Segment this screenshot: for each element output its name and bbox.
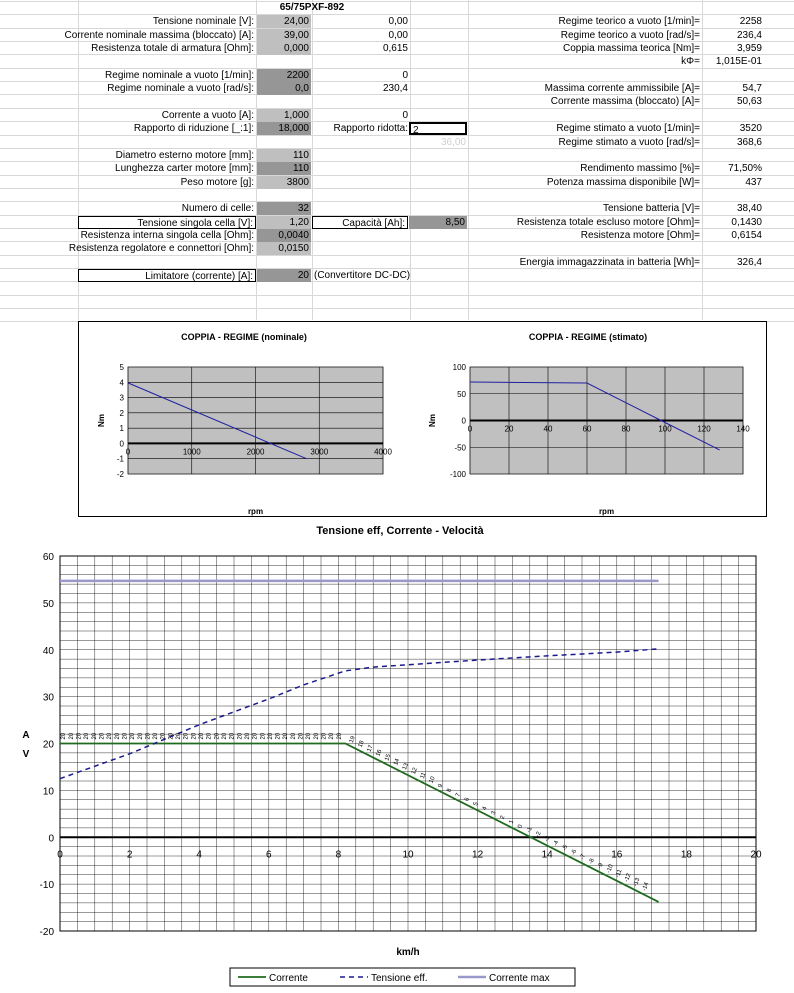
result-label: Resistenza totale escluso motore [Ohm]= <box>516 216 700 228</box>
point-label: 4 <box>481 805 489 812</box>
param-label: Regime nominale a vuoto [rad/s]: <box>107 83 254 95</box>
result-label: Potenza massima disponibile [W]= <box>546 176 700 188</box>
y-tick-label: 0 <box>461 416 466 426</box>
param-computed: 0 <box>402 69 408 81</box>
param-label: Resistenza totale di armatura [Ohm]: <box>91 43 254 55</box>
result-value: 437 <box>745 176 762 188</box>
point-label: 20 <box>260 732 267 740</box>
point-label: 20 <box>176 732 183 740</box>
result-label: kΦ= <box>681 56 700 68</box>
point-label: -12 <box>623 872 633 883</box>
result-label: Corrente massima (bloccato) [A]= <box>550 96 700 108</box>
point-label: 20 <box>61 732 68 740</box>
gridline <box>0 295 794 296</box>
chart-coppia-stimato <box>410 322 766 516</box>
x-tick-label: 6 <box>266 849 272 861</box>
y-axis-label: Nm <box>428 414 437 427</box>
y-tick-label: -100 <box>449 470 466 479</box>
point-label: 1 <box>508 819 516 825</box>
point-label: -2 <box>535 831 543 839</box>
y-tick-label: -20 <box>39 927 54 938</box>
point-label: 20 <box>275 732 282 740</box>
x-tick-label: 80 <box>621 424 631 434</box>
result-label: Regime teorico a vuoto [1/min]= <box>558 16 700 28</box>
point-label: 11 <box>419 771 428 780</box>
point-label: 7 <box>455 792 463 798</box>
x-tick-label: 1000 <box>182 447 201 457</box>
param-note: (Convertitore DC-DC) <box>314 270 411 281</box>
point-label: 14 <box>393 757 402 767</box>
point-label: 16 <box>375 748 384 758</box>
param-value-input[interactable]: 24,00 <box>257 15 311 28</box>
param-computed: 230,4 <box>382 83 408 95</box>
result-value: 1,015E-01 <box>715 56 762 68</box>
param-label: Peso motore [g]: <box>180 176 254 188</box>
chart-title: COPPIA - REGIME (nominale) <box>181 332 307 342</box>
ghost-value: 36,00 <box>440 136 466 148</box>
param-label: Lunghezza carter motore [mm]: <box>115 163 254 175</box>
result-label: Massima corrente ammissibile [A]= <box>544 83 700 95</box>
point-label: 20 <box>122 732 129 740</box>
result-label: Regime teorico a vuoto [rad/s]= <box>560 29 700 41</box>
param-label: Corrente nominale massima (bloccato) [A]: <box>64 29 254 41</box>
param-value-input[interactable]: 1,20 <box>257 216 311 229</box>
spreadsheet <box>0 0 794 320</box>
point-label: 8 <box>446 788 454 794</box>
result-value: 236,4 <box>736 29 762 41</box>
x-tick-label: 0 <box>125 447 131 457</box>
point-label: 20 <box>298 732 305 740</box>
y-tick-label: 10 <box>42 786 54 798</box>
param-label: Corrente a vuoto [A]: <box>161 109 254 121</box>
point-label: 20 <box>229 732 236 740</box>
result-value: 326,4 <box>736 256 762 268</box>
y-tick-label: 40 <box>42 645 54 657</box>
x-axis-label: km/h <box>396 947 420 958</box>
x-tick-label: 3000 <box>310 447 329 457</box>
x-tick-label: 16 <box>611 849 623 861</box>
x-axis-label: rpm <box>598 507 615 516</box>
result-label: Tensione batteria [V]= <box>602 203 700 215</box>
y-tick-label: -2 <box>116 470 124 479</box>
point-label: 20 <box>283 732 290 740</box>
point-label: 20 <box>114 732 121 740</box>
point-label: 0 <box>517 823 525 830</box>
point-label: 20 <box>160 732 167 740</box>
legend-label: Corrente <box>269 973 308 984</box>
point-label: 20 <box>244 732 251 740</box>
result-label: Rendimento massimo [%]= <box>580 163 700 175</box>
point-label: 20 <box>329 732 336 740</box>
point-label: 20 <box>99 732 106 740</box>
point-label: 9 <box>437 783 445 789</box>
x-tick-label: 2000 <box>246 447 265 457</box>
x-tick-label: 8 <box>335 849 342 861</box>
y-tick-label: 100 <box>452 363 466 372</box>
point-label: -7 <box>579 853 588 861</box>
param-value-input[interactable]: 110 <box>257 162 311 175</box>
point-label: 20 <box>91 732 98 740</box>
param-label: Numero di celle: <box>181 203 254 215</box>
y-axis-label: Nm <box>97 414 106 427</box>
x-tick-label: 100 <box>658 424 672 434</box>
point-label: -10 <box>606 863 615 875</box>
param-value-input[interactable]: 0,000 <box>257 42 311 55</box>
y-tick-label: 2 <box>119 408 124 418</box>
point-label: 20 <box>221 732 228 740</box>
x-tick-label: 140 <box>736 424 750 434</box>
param-label: Resistenza regolatore e connettori [Ohm]: <box>68 243 254 255</box>
point-label: 20 <box>313 732 320 740</box>
point-label: -3 <box>544 835 552 843</box>
point-label: 18 <box>357 739 366 749</box>
param-computed: 0,00 <box>388 29 408 41</box>
point-label: 20 <box>214 732 221 740</box>
point-label: 20 <box>84 732 91 740</box>
param-value-input[interactable]: 20 <box>257 269 311 282</box>
result-label: Energia immagazzinata in batteria [Wh]= <box>519 256 700 268</box>
y-tick-label: 60 <box>42 552 54 563</box>
y-tick-label: 1 <box>119 424 124 434</box>
x-tick-label: 40 <box>543 424 553 434</box>
result-label: Resistenza motore [Ohm]= <box>580 229 700 241</box>
y-tick-label: 0 <box>48 833 54 845</box>
x-tick-label: 20 <box>504 424 514 434</box>
legend-label: Tensione eff. <box>371 973 428 984</box>
x-axis-label: rpm <box>247 507 264 516</box>
result-label: Coppia massima teorica [Nm]= <box>563 43 700 55</box>
chart-tensione-corrente <box>0 520 794 990</box>
result-value: 0,1430 <box>731 216 762 228</box>
point-label: 20 <box>206 732 213 740</box>
param-value-input[interactable]: 0,0040 <box>257 229 311 242</box>
param-value-input[interactable]: 3800 <box>257 176 311 189</box>
x-tick-label: 14 <box>541 849 553 861</box>
param-label: Resistenza interna singola cella [Ohm]: <box>80 229 254 241</box>
param-value-input[interactable]: 1,000 <box>257 109 311 122</box>
point-label: 20 <box>183 732 190 740</box>
y-tick-label: 3 <box>119 393 124 403</box>
point-label: 5 <box>473 801 480 807</box>
point-label: 20 <box>306 732 313 740</box>
result-value: 38,40 <box>736 203 762 215</box>
param-value-input[interactable]: 32 <box>257 202 311 215</box>
point-label: 12 <box>410 766 419 776</box>
y-tick-label: 4 <box>119 378 124 388</box>
point-label: -14 <box>641 881 651 892</box>
x-tick-label: 20 <box>750 849 762 861</box>
result-label: Regime stimato a vuoto [1/min]= <box>556 123 700 135</box>
chart-coppia-nominale <box>79 322 409 516</box>
param-computed: 0,615 <box>382 43 408 55</box>
point-label: 20 <box>168 732 175 740</box>
point-label: -13 <box>632 877 642 888</box>
param-value-input[interactable]: 110 <box>257 149 311 162</box>
point-label: 20 <box>237 732 244 740</box>
point-label: 2 <box>499 814 507 821</box>
point-label: 20 <box>107 732 114 740</box>
y-tick-label: -50 <box>454 443 466 453</box>
point-label: -6 <box>570 848 579 857</box>
point-label: 3 <box>490 810 498 816</box>
sheet-header: 65/75PXF-892 <box>279 2 345 13</box>
param-label: Limitatore (corrente) [A]: <box>78 269 256 282</box>
result-value: 3520 <box>739 123 762 135</box>
y-tick-label: 20 <box>42 739 54 751</box>
point-label: 20 <box>76 732 83 740</box>
y-tick-label: 50 <box>457 389 466 399</box>
point-label: -5 <box>561 844 570 852</box>
gridline <box>468 0 469 320</box>
chart-title: COPPIA - REGIME (stimato) <box>528 332 648 342</box>
point-label: 20 <box>336 732 343 740</box>
point-label: 20 <box>252 732 259 740</box>
point-label: 20 <box>68 732 75 740</box>
param-label: Tensione nominale [V]: <box>152 16 254 28</box>
x-tick-label: 2 <box>126 849 133 861</box>
point-label: -9 <box>597 862 605 870</box>
result-value: 368,6 <box>736 136 762 148</box>
x-tick-label: 4000 <box>374 447 392 457</box>
param-label: Tensione singola cella [V]: <box>78 216 256 229</box>
chart-title: Tensione eff, Corrente - Velocità <box>316 525 484 537</box>
point-label: 20 <box>153 732 160 740</box>
x-tick-label: 120 <box>697 424 711 434</box>
param-label: Regime nominale a vuoto [1/min]: <box>105 69 254 81</box>
point-label: -11 <box>615 868 624 879</box>
x-tick-label: 4 <box>196 849 202 861</box>
y-axis-label: A <box>22 730 30 742</box>
capacita-input[interactable]: 8,50 <box>409 216 467 229</box>
y-tick-label: 0 <box>119 439 124 449</box>
result-value: 54,7 <box>742 83 762 95</box>
param-computed: 0 <box>402 109 408 121</box>
point-label: -1 <box>526 826 534 834</box>
y-tick-label: 30 <box>42 692 54 704</box>
point-label: -4 <box>552 839 561 848</box>
y-tick-label: -10 <box>39 880 54 892</box>
x-tick-label: 60 <box>582 424 592 434</box>
param-label: Diametro esterno motore [mm]: <box>115 149 254 161</box>
param-value-input[interactable]: 39,00 <box>257 29 311 42</box>
y-tick-label: 50 <box>42 598 54 610</box>
legend-label: Corrente max <box>489 973 550 984</box>
y-axis-label: V <box>22 748 30 760</box>
point-label: 20 <box>199 732 206 740</box>
x-tick-label: 10 <box>402 849 414 861</box>
y-tick-label: 5 <box>119 363 124 372</box>
x-tick-label: 12 <box>472 849 484 861</box>
point-label: 20 <box>191 732 198 740</box>
point-label: -8 <box>588 857 596 866</box>
param-value-input[interactable]: 0,0 <box>257 82 311 95</box>
param-computed: 0,00 <box>388 16 408 28</box>
point-label: 20 <box>267 732 274 740</box>
result-value: 71,50% <box>728 163 762 175</box>
x-tick-label: 18 <box>680 849 692 861</box>
point-label: 6 <box>464 796 471 803</box>
x-tick-label: 0 <box>467 424 473 434</box>
param-label: Rapporto di riduzione [_:1]: <box>133 123 254 135</box>
result-value: 3,959 <box>736 43 762 55</box>
point-label: 13 <box>402 762 410 771</box>
gridline <box>0 1 794 2</box>
x-tick-label: 0 <box>57 849 63 861</box>
result-value: 2258 <box>739 16 762 28</box>
param-value-input[interactable]: 18,000 <box>257 122 311 135</box>
capacita-label: Capacità [Ah]: <box>312 216 408 229</box>
result-label: Regime stimato a vuoto [rad/s]= <box>558 136 700 148</box>
result-value: 0,6154 <box>731 229 762 241</box>
point-label: 20 <box>137 732 144 740</box>
rapporto-ridotta-input[interactable]: 2 <box>409 122 467 135</box>
result-value: 50,63 <box>736 96 762 108</box>
rapporto-ridotta-label: Rapporto ridotta: <box>333 123 408 135</box>
point-label: 17 <box>366 744 375 753</box>
param-value-input[interactable]: 2200 <box>257 69 311 82</box>
point-label: 20 <box>145 732 152 740</box>
point-label: 15 <box>384 753 393 762</box>
point-label: 20 <box>290 732 297 740</box>
point-label: 10 <box>428 775 437 785</box>
param-value-input[interactable]: 0,0150 <box>257 242 311 255</box>
point-label: 20 <box>130 732 137 740</box>
point-label: 20 <box>321 732 328 740</box>
point-label: 19 <box>348 735 357 744</box>
y-tick-label: -1 <box>116 454 124 464</box>
gridline <box>0 308 794 309</box>
